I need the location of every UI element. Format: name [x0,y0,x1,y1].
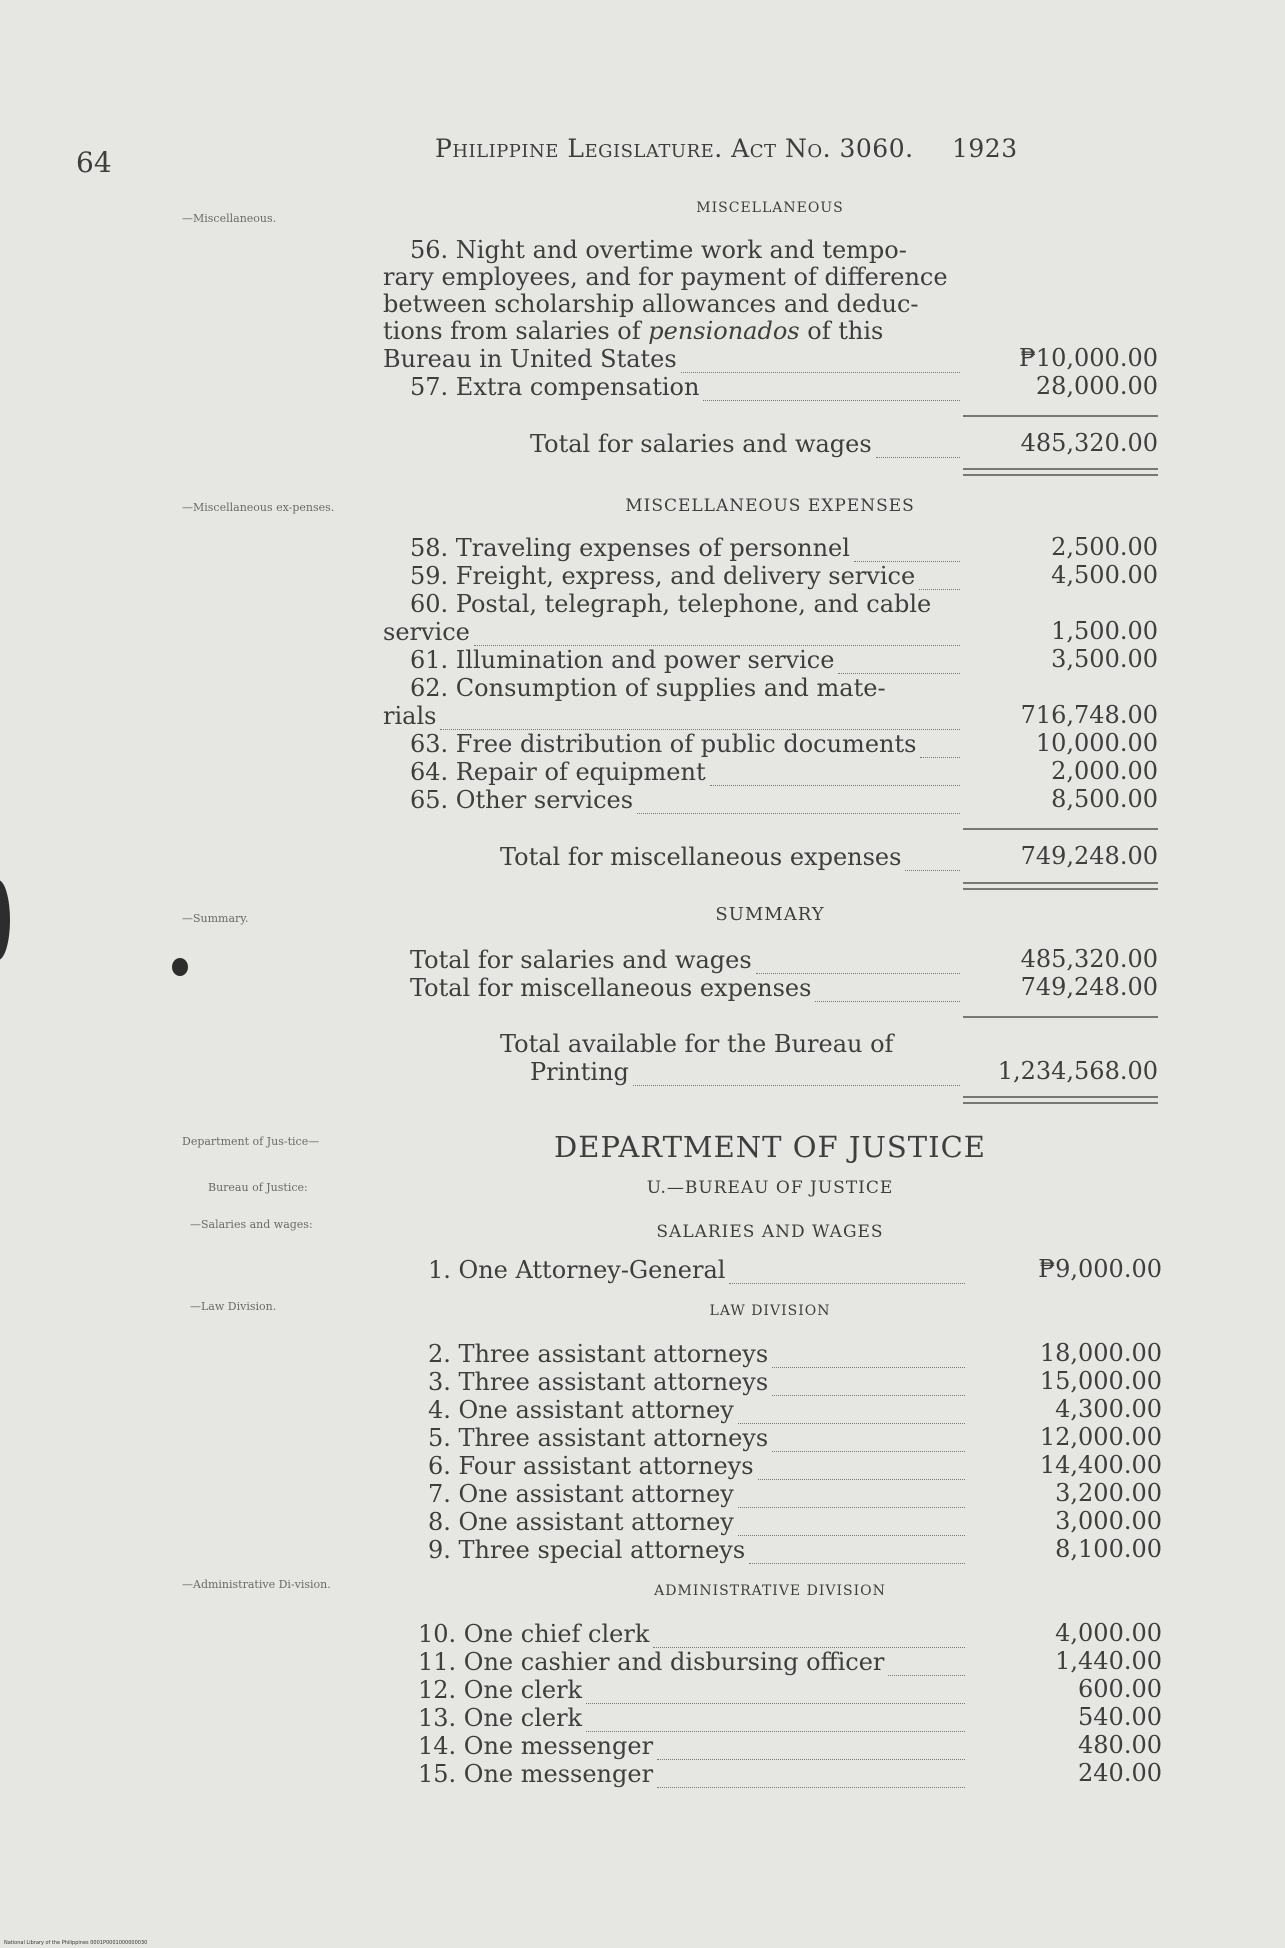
margin-note-misc-expenses: —Miscellaneous ex-penses. [182,501,335,514]
summary-salaries: Total for salaries and wages [410,946,960,974]
summary-misc-expenses: Total for miscellaneous expenses [410,974,960,1002]
margin-note-law-division: —Law Division. [190,1300,277,1313]
law-division-heading: LAW DIVISION [709,1303,831,1319]
law-amount-6: 14,400.00 [1039,1451,1162,1479]
admin-item-15: 15. One messenger [418,1760,965,1788]
admin-item-13: 13. One clerk [418,1704,965,1732]
salaries-wages-heading: SALARIES AND WAGES [656,1222,884,1242]
admin-item-10: 10. One chief clerk [418,1620,965,1648]
margin-note-dept-justice: Department of Jus-tice— [182,1135,320,1148]
admin-division-heading: ADMINISTRATIVE DIVISION [654,1583,886,1599]
bureau-heading: U.—BUREAU OF JUSTICE [646,1178,894,1198]
justice-item-1: 1. One Attorney-General [428,1256,965,1284]
law-item-2: 2. Three assistant attorneys [428,1340,965,1368]
expense-item-64: 64. Repair of equipment [410,758,960,786]
law-amount-8: 3,000.00 [1055,1507,1162,1535]
item-56-line2: rary employees, and for payment of difference [383,263,948,291]
law-amount-5: 12,000.00 [1039,1423,1162,1451]
summary-total-amount: 1,234,568.00 [997,1057,1158,1085]
admin-amount-15: 240.00 [1078,1759,1162,1787]
item-56-line5: Bureau in United States [383,345,960,373]
expense-item-60-line1: 60. Postal, telegraph, telephone, and cable [410,590,932,618]
admin-item-12: 12. One clerk [418,1676,965,1704]
running-title: Philippine Legislature. [435,134,723,163]
rule [963,1016,1158,1018]
expense-item-61: 61. Illumination and power service [410,646,960,674]
rule [963,415,1158,417]
expense-item-62-line1: 62. Consumption of supplies and mate- [410,674,886,702]
expense-amount-64: 2,000.00 [1051,757,1158,785]
total-misc-expenses-amount: 749,248.00 [1020,842,1158,870]
expense-item-60-line2: service [383,618,960,646]
department-heading: DEPARTMENT OF JUSTICE [554,1130,986,1164]
admin-amount-10: 4,000.00 [1055,1619,1162,1647]
running-header [435,134,1018,163]
admin-amount-13: 540.00 [1078,1703,1162,1731]
summary-salaries-amount: 485,320.00 [1020,945,1158,973]
justice-item-1-amount: ₱9,000.00 [1038,1255,1162,1283]
summary-total-line1: Total available for the Bureau of [500,1030,894,1058]
admin-item-11: 11. One cashier and disbursing officer [418,1648,965,1676]
margin-note-bureau-justice: Bureau of Justice: [208,1181,308,1194]
law-item-5: 5. Three assistant attorneys [428,1424,965,1452]
double-rule [963,1096,1158,1098]
total-salaries-amount: 485,320.00 [1020,429,1158,457]
expense-amount-61: 3,500.00 [1051,645,1158,673]
expense-item-62-line2: rials [383,702,960,730]
section-heading-summary: SUMMARY [715,904,825,925]
expense-item-59: 59. Freight, express, and delivery service [410,562,960,590]
double-rule [963,888,1158,890]
margin-note-summary: —Summary. [182,912,249,925]
law-item-3: 3. Three assistant attorneys [428,1368,965,1396]
double-rule [963,468,1158,470]
law-item-9: 9. Three special attorneys [428,1536,965,1564]
item-57: 57. Extra compensation [410,373,960,401]
expense-amount-65: 8,500.00 [1051,785,1158,813]
admin-amount-11: 1,440.00 [1055,1647,1162,1675]
act-number: Act No. 3060. [731,134,914,163]
law-amount-3: 15,000.00 [1039,1367,1162,1395]
expense-item-65: 65. Other services [410,786,960,814]
scan-blot [0,880,10,960]
expense-item-63: 63. Free distribution of public documents [410,730,960,758]
margin-note-miscellaneous: —Miscellaneous. [182,212,277,225]
law-amount-7: 3,200.00 [1055,1479,1162,1507]
law-item-8: 8. One assistant attorney [428,1508,965,1536]
law-item-6: 6. Four assistant attorneys [428,1452,965,1480]
summary-misc-amount: 749,248.00 [1020,973,1158,1001]
expense-amount-59: 4,500.00 [1051,561,1158,589]
law-item-4: 4. One assistant attorney [428,1396,965,1424]
double-rule [963,474,1158,476]
summary-total-line2: Printing [530,1058,960,1086]
rule [963,828,1158,830]
expense-amount-63: 10,000.00 [1035,729,1158,757]
admin-amount-14: 480.00 [1078,1731,1162,1759]
section-heading-miscellaneous: MISCELLANEOUS [696,200,844,216]
item-57-amount: 28,000.00 [1035,372,1158,400]
header-year: 1923 [952,134,1018,163]
law-amount-2: 18,000.00 [1039,1339,1162,1367]
expense-amount-62: 716,748.00 [1020,701,1158,729]
total-misc-expenses: Total for miscellaneous expenses [500,843,960,871]
double-rule [963,882,1158,884]
scan-blot [172,958,188,976]
admin-item-14: 14. One messenger [418,1732,965,1760]
item-56-line4: tions from salaries of pensionados of this [383,317,884,345]
expense-amount-60: 1,500.00 [1051,617,1158,645]
section-heading-misc-expenses: MISCELLANEOUS EXPENSES [625,496,915,516]
law-amount-9: 8,100.00 [1055,1535,1162,1563]
total-salaries-wages: Total for salaries and wages [530,430,960,458]
law-item-7: 7. One assistant attorney [428,1480,965,1508]
item-56-amount: ₱10,000.00 [1018,344,1158,372]
margin-note-admin-division: —Administrative Di-vision. [182,1578,331,1591]
item-56-line3: between scholarship allowances and deduc- [383,290,919,318]
margin-note-salaries-wages: —Salaries and wages: [190,1218,313,1231]
expense-item-58: 58. Traveling expenses of personnel [410,534,960,562]
law-amount-4: 4,300.00 [1055,1395,1162,1423]
admin-amount-12: 600.00 [1078,1675,1162,1703]
item-56-line1: 56. Night and overtime work and tempo- [410,236,907,264]
double-rule [963,1102,1158,1104]
expense-amount-58: 2,500.00 [1051,533,1158,561]
page-number: 64 [76,146,112,179]
archive-footer: National Library of the Philippines 0001P0001000000030 [4,1940,148,1946]
